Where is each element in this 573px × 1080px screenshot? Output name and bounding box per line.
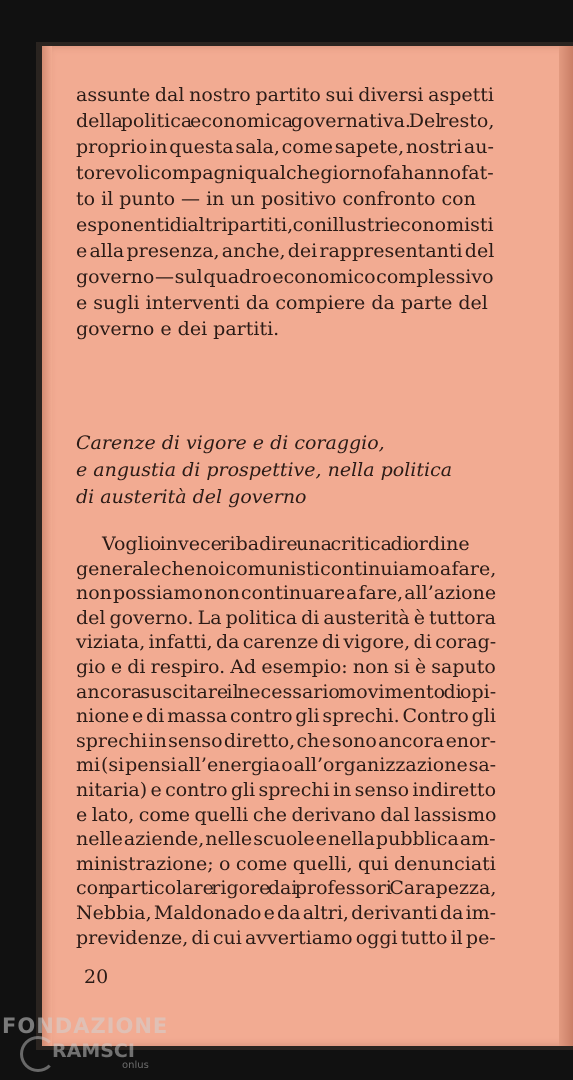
text-line: Voglio invece ribadire una critica di ordine: [102, 533, 470, 555]
text-line: e sugli interventi da compiere da parte del: [76, 292, 488, 314]
watermark-logo-icon: [20, 1036, 56, 1072]
watermark-title: FONDAZIONE: [2, 1014, 169, 1038]
text-line: governo — sul quadro economico complessivo: [76, 266, 494, 288]
text-line: non possiamo non continuare a fare, all’azione: [76, 582, 497, 605]
text-line: esponenti di altri partiti, con illustri economisti: [76, 214, 494, 236]
page-gutter: [42, 46, 52, 1046]
section-heading: [76, 430, 496, 511]
text-line: mi (si pensi all’energia o all’organizzazione sa-: [76, 754, 497, 777]
text-line: nitaria) e contro gli sprechi in senso indiretto: [76, 778, 497, 801]
text-line: to il punto — in un positivo confronto con: [76, 188, 476, 210]
heading-line: di austerità del governo: [76, 486, 307, 508]
text-line: della politica economica governativa. Del resto,: [76, 110, 495, 132]
page-number: 20: [84, 966, 109, 988]
paragraph-1: [76, 82, 494, 342]
text-line: e alla presenza, anche, dei rappresentanti del: [76, 240, 495, 262]
heading-line: e angustia di prospettive, nella politica: [76, 459, 453, 481]
text-line: previdenze, di cui avvertiamo oggi tutto il pe-: [76, 926, 496, 949]
text-line: e lato, come quelli che derivano dal lassismo: [76, 803, 497, 826]
text-line: ancora suscitare il necessario movimento di opi-: [76, 680, 497, 703]
text-line: generale che noi comunisti continuiamo a fare,: [76, 557, 497, 580]
text-line: torevoli compagni qualche giorno fa hanno fat-: [76, 162, 494, 184]
text-line: ministrazione; o come quelli, qui denunciati: [76, 852, 496, 875]
text-line: con particolare rigore dai professori Carapezza,: [76, 877, 497, 900]
page-edge: [559, 46, 573, 1046]
text-line: gio e di respiro. Ad esempio: non si è saputo: [76, 655, 496, 678]
text-line: governo e dei partiti.: [76, 318, 280, 340]
text-line: proprio in questa sala, come sapete, nostri au-: [76, 136, 494, 158]
paragraph-2: [76, 532, 496, 950]
watermark-subtitle: RAMSCI: [52, 1040, 135, 1062]
text-line: assunte dal nostro partito sui diversi aspetti: [76, 84, 494, 106]
text-line: del governo. La politica di austerità è tuttora: [76, 606, 496, 629]
heading-line: Carenze di vigore e di coraggio,: [76, 432, 385, 454]
watermark-onlus: onlus: [122, 1060, 149, 1071]
text-line: nelle aziende, nelle scuole e nella pubblica am-: [76, 828, 496, 851]
text-line: Nebbia, Maldonado e da altri, derivanti da im-: [76, 901, 497, 924]
text-line: sprechi in senso diretto, che sono ancora enor-: [76, 729, 496, 752]
text-line: nione e di massa contro gli sprechi. Contro gli: [76, 705, 496, 728]
text-line: viziata, infatti, da carenze di vigore, di corag-: [76, 631, 497, 654]
